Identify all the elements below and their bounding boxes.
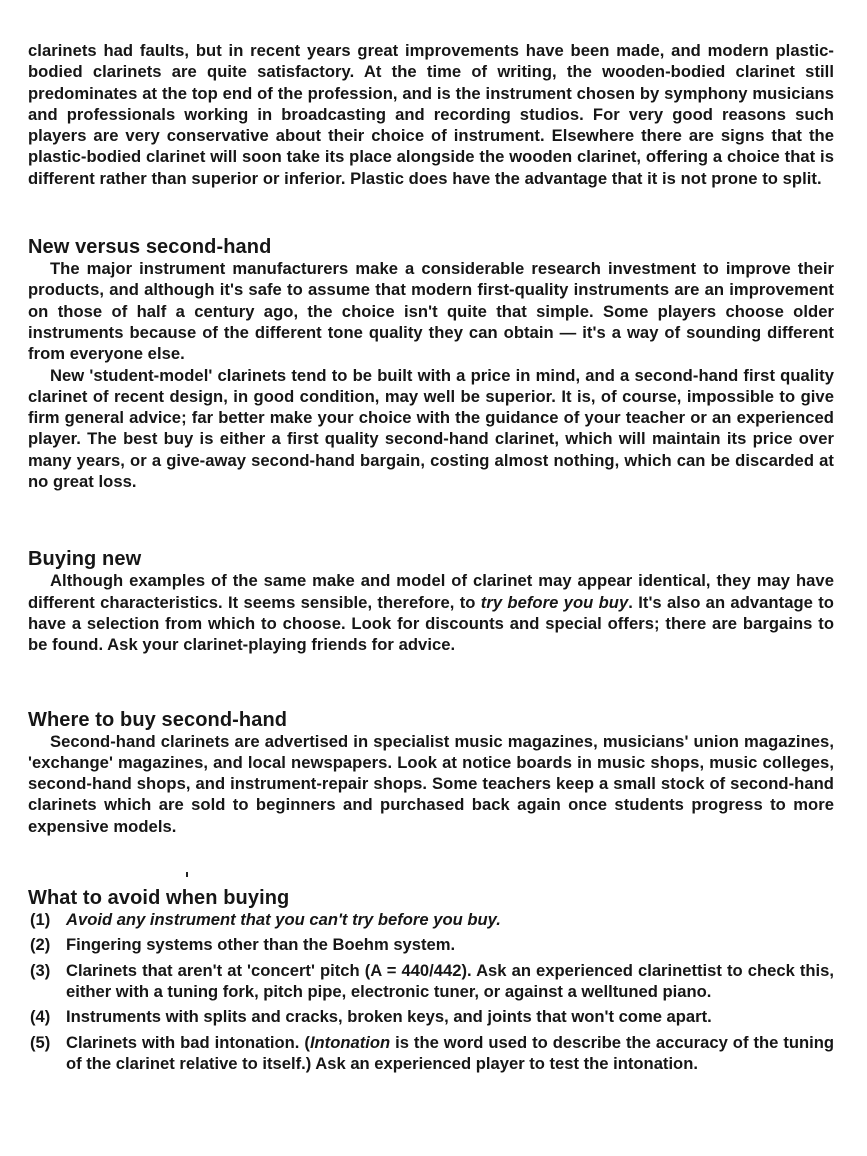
scan-speck [186,872,188,877]
paragraph-research-investment: The major instrument manufacturers make a considerable research investment to improve their products, and although it's safe to assume that modern first-quality instruments are an improvement on those of half a century ago, the choice isn't quite that simple. Some players choose older instruments because of the different tone quality they can obtain — it's a way of sounding different from everyone else. [28,259,834,364]
list-number: (5) [30,1032,51,1052]
section-buying-new [28,548,834,655]
buying-new-emphasis: try before you buy [480,592,629,612]
avoid-item-4 [28,1006,834,1027]
heading-what-to-avoid: What to avoid when buying [28,887,290,910]
avoid-item-emphasis: Intonation [309,1032,391,1052]
avoid-item-text-end: is the word used to describe the accuracy of the tuning of the clarinet relative to itself.) Ask an experienced player to test the intonation. [66,1032,834,1073]
paragraph-where-to-buy: Second-hand clarinets are advertised in specialist music magazines, musicians' union magazines, 'exchange' magazines, and local newspapers. Look at notice boards in music shops, music colleges, second-hand shops, and instrument-repair shops. Some teachers keep a small stock of second-hand clarinets which are sold to beginners and purchased back again once students progress to more expensive models. [28,731,834,836]
avoid-item-text: Instruments with splits and cracks, broken keys, and joints that won't come apart. [66,1007,712,1027]
page-content [28,40,834,1078]
list-number: (1) [30,910,51,930]
avoid-item-2 [28,934,834,955]
avoid-item-3 [28,960,834,1003]
heading-where-to-buy-second-hand: Where to buy second-hand [28,708,288,731]
avoid-item-text: Clarinets that aren't at 'concert' pitch (A = 440/442). Ask an experienced clarinettist to check this, either with a tuning fork, pitch pipe, electronic tuner, or against a welltuned piano. [66,960,834,1001]
avoid-item-text: Fingering systems other than the Boehm system. [66,935,456,955]
heading-new-versus-second-hand: New versus second-hand [28,236,272,259]
avoid-item-text-start: Clarinets with bad intonation. ( [66,1032,310,1052]
buying-new-text-end: . It's also an advantage to have a selection from which to choose. Look for discounts and special offers; there are bargains to be found. Ask your clarinet-playing friends for advice. [28,592,834,655]
paragraph-buying-new [28,570,834,655]
avoid-list [28,909,834,1074]
list-number: (4) [30,1007,51,1027]
list-number: (3) [30,960,51,980]
buying-new-text-start: Although examples of the same make and model of clarinet may appear identical, they may have different characteristics. It seems sensible, therefore, to [28,571,834,612]
section-where-to-buy-second-hand [28,709,834,837]
heading-buying-new: Buying new [28,548,142,571]
avoid-item-1 [28,909,834,930]
avoid-item-5 [28,1032,834,1075]
section-what-to-avoid [28,887,834,1074]
section-new-versus-second-hand [28,236,834,492]
list-number: (2) [30,935,51,955]
paragraph-student-model: New 'student-model' clarinets tend to be built with a price in mind, and a second-hand first quality clarinet of recent design, in good condition, may well be superior. It is, of course, impossible to give firm general advice; far better make your choice with the guidance of your teacher or an experienced player. The best buy is either a first quality second-hand clarinet, which will maintain its price over many years, or a give-away second-hand bargain, costing almost nothing, which can be discarded at no great loss. [28,365,834,492]
avoid-item-text: Avoid any instrument that you can't try before you buy. [66,910,501,930]
intro-paragraph: clarinets had faults, but in recent years great improvements have been made, and modern plastic-bodied clarinets are quite satisfactory. At the time of writing, the wooden-bodied clarinet still predominates at the top end of the profession, and is the instrument chosen by symphony musicians and professionals working in broadcasting and recording studios. For very good reasons such players are very conservative about their choice of instrument. Elsewhere there are signs that the plastic-bodied clarinet will soon take its place alongside the wooden clarinet, offering a choice that is different rather than superior or inferior. Plastic does have the advantage that it is not prone to split. [28,41,834,188]
